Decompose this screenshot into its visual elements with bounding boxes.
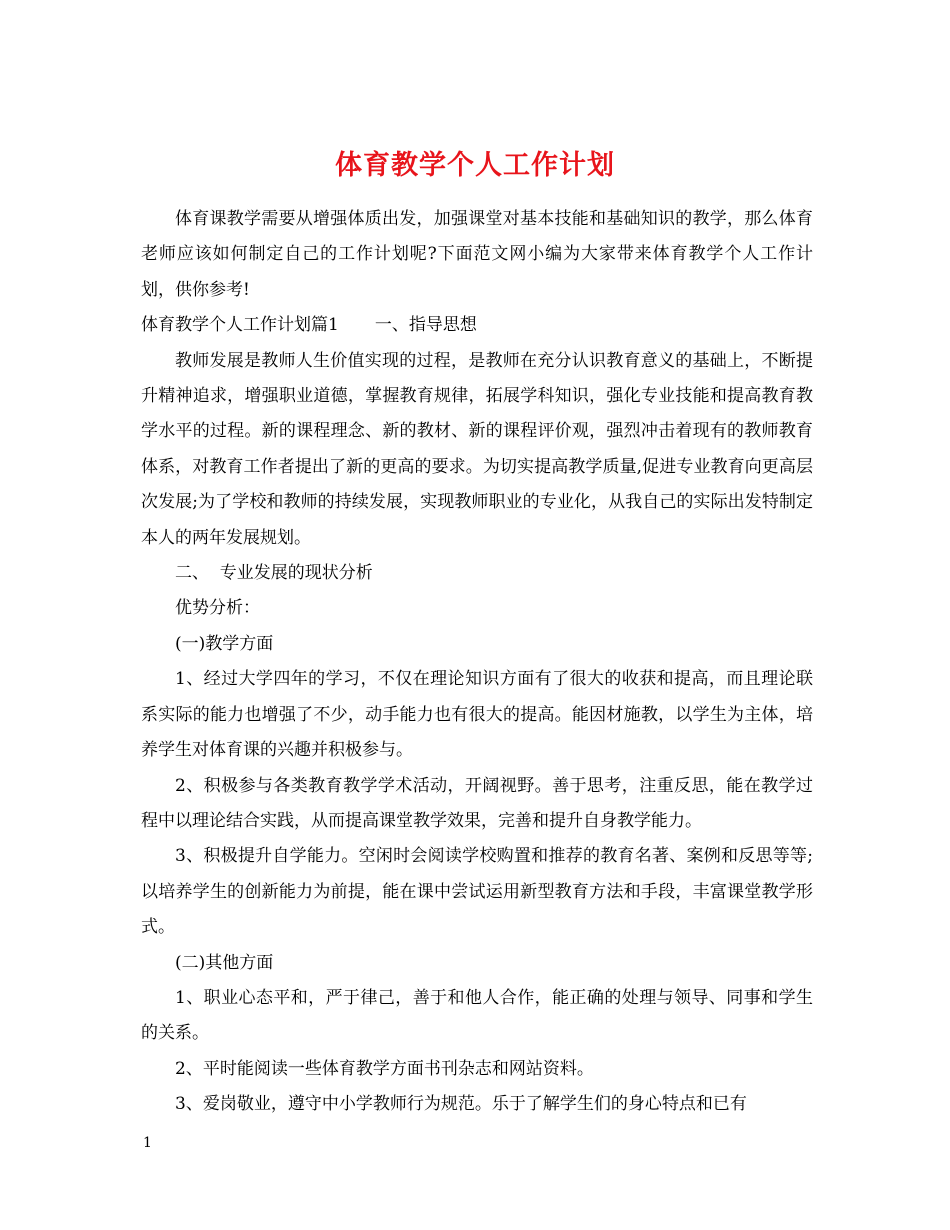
heading-status-analysis: 二、 专业发展的现状分析 <box>175 563 373 584</box>
heading-other: (二)其他方面 <box>175 952 274 973</box>
part-heading: 一、指导思想 <box>374 315 477 336</box>
paragraph-teaching-3: 3、积极提升自学能力。空闲时会阅读学校购置和推荐的教育名著、案例和反思等等;以培养学生的创新能力为前提，能在课中尝试运用新型教育方法和手段，丰富课堂教学形式。 <box>141 846 813 938</box>
section-heading <box>141 308 813 343</box>
paragraph-other-2: 2、平时能阅读一些体育教学方面书刊杂志和网站资料。 <box>175 1058 594 1079</box>
intro-paragraph: 体育课教学需要从增强体质出发，加强课堂对基本技能和基础知识的教学，那么体育老师应该如何制定自己的工作计划呢?下面范文网小编为大家带来体育教学个人工作计划，供你参考! <box>141 209 813 300</box>
paragraph-other-3: 3、爱岗敬业，遵守中小学教师行为规范。乐于了解学生们的身心特点和已有 <box>175 1094 747 1115</box>
page-number: 1 <box>143 1135 152 1151</box>
paragraph-teaching-2: 2、积极参与各类教育教学学术活动，开阔视野。善于思考，注重反思，能在教学过程中以理论结合实践，从而提高课堂教学效果，完善和提升自身教学能力。 <box>141 775 813 831</box>
heading-teaching: (一)教学方面 <box>175 633 274 654</box>
document-title: 体育教学个人工作计划 <box>335 150 615 182</box>
heading-strengths: 优势分析： <box>175 598 260 619</box>
paragraph-other-1: 1、职业心态平和，严于律己，善于和他人合作，能正确的处理与领导、同事和学生的关系。 <box>141 987 813 1044</box>
document-body <box>141 202 813 1123</box>
paragraph-teaching-1: 1、经过大学四年的学习，不仅在理论知识方面有了很大的收获和提高，而且理论联系实际的能力也增强了不少，动手能力也有很大的提高。能因材施教，以学生为主体，培养学生对体育课的兴趣并积极参与。 <box>141 669 813 761</box>
article-heading: 体育教学个人工作计划篇1 <box>141 315 339 336</box>
paragraph-guiding-thought: 教师发展是教师人生价值实现的过程，是教师在充分认识教育意义的基础上，不断提升精神追求，增强职业道德，掌握教育规律，拓展学科知识，强化专业技能和提高教育教学水平的过程。新的课程理念、新的教材、新的课程评价观，强烈冲击着现有的教师教育体系，对教育工作者提出了新的更高的要求。为切实提高教学质量,促进专业教育向更高层次发展;为了学校和教师的持续发展，实现教师职业的专业化，从我自己的实际出发特制定本人的两年发展规划。 <box>141 350 813 548</box>
